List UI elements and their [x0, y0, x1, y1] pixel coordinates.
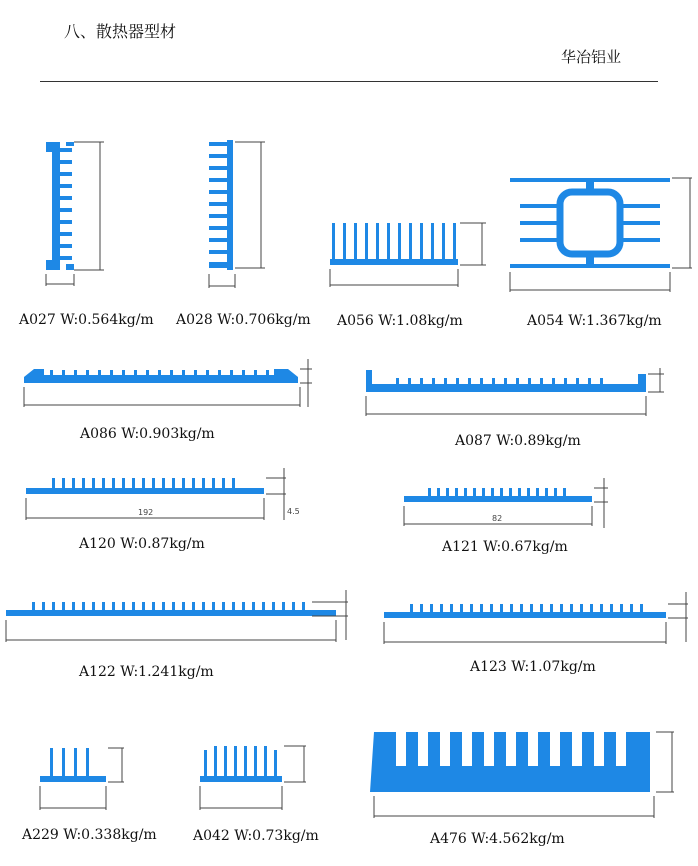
profile-caption: A042 W:0.73kg/m: [193, 828, 319, 844]
profile-a476-drawing: [368, 724, 688, 824]
profile-a121-drawing: [400, 474, 620, 534]
profile-a054-drawing: [506, 174, 696, 294]
profile-a123-drawing: [380, 586, 698, 650]
profile-caption: A054 W:1.367kg/m: [527, 313, 662, 329]
profile-caption: A028 W:0.706kg/m: [176, 312, 311, 328]
profile-caption: A123 W:1.07kg/m: [470, 659, 596, 675]
profile-caption: A122 W:1.241kg/m: [79, 664, 214, 680]
dimension-width-label: 192: [138, 508, 154, 517]
header-rule: [40, 81, 658, 82]
profile-a229-drawing: [36, 738, 136, 818]
profile-caption: A087 W:0.89kg/m: [455, 433, 581, 449]
profile-a120-drawing: [22, 464, 302, 524]
profile-a086-drawing: [18, 355, 318, 415]
profile-a027-drawing: [40, 138, 110, 288]
profile-a028-drawing: [205, 138, 275, 298]
profile-a042-drawing: [196, 736, 326, 826]
profile-a122-drawing: [2, 586, 362, 650]
company-name: 华冶铝业: [561, 48, 622, 66]
profile-caption: A056 W:1.08kg/m: [337, 313, 463, 329]
page-heading: 八、散热器型材: [64, 22, 177, 41]
profile-caption: A229 W:0.338kg/m: [22, 827, 157, 843]
dimension-width-label: 82: [492, 514, 503, 523]
profile-caption: A120 W:0.87kg/m: [79, 536, 205, 552]
profile-caption: A476 W:4.562kg/m: [430, 831, 565, 847]
dimension-height-label: 4.5: [287, 507, 300, 516]
profile-caption: A086 W:0.903kg/m: [80, 426, 215, 442]
profile-a087-drawing: [362, 362, 682, 422]
profile-caption: A027 W:0.564kg/m: [19, 312, 154, 328]
profile-caption: A121 W:0.67kg/m: [442, 539, 568, 555]
profile-a056-drawing: [326, 215, 496, 295]
